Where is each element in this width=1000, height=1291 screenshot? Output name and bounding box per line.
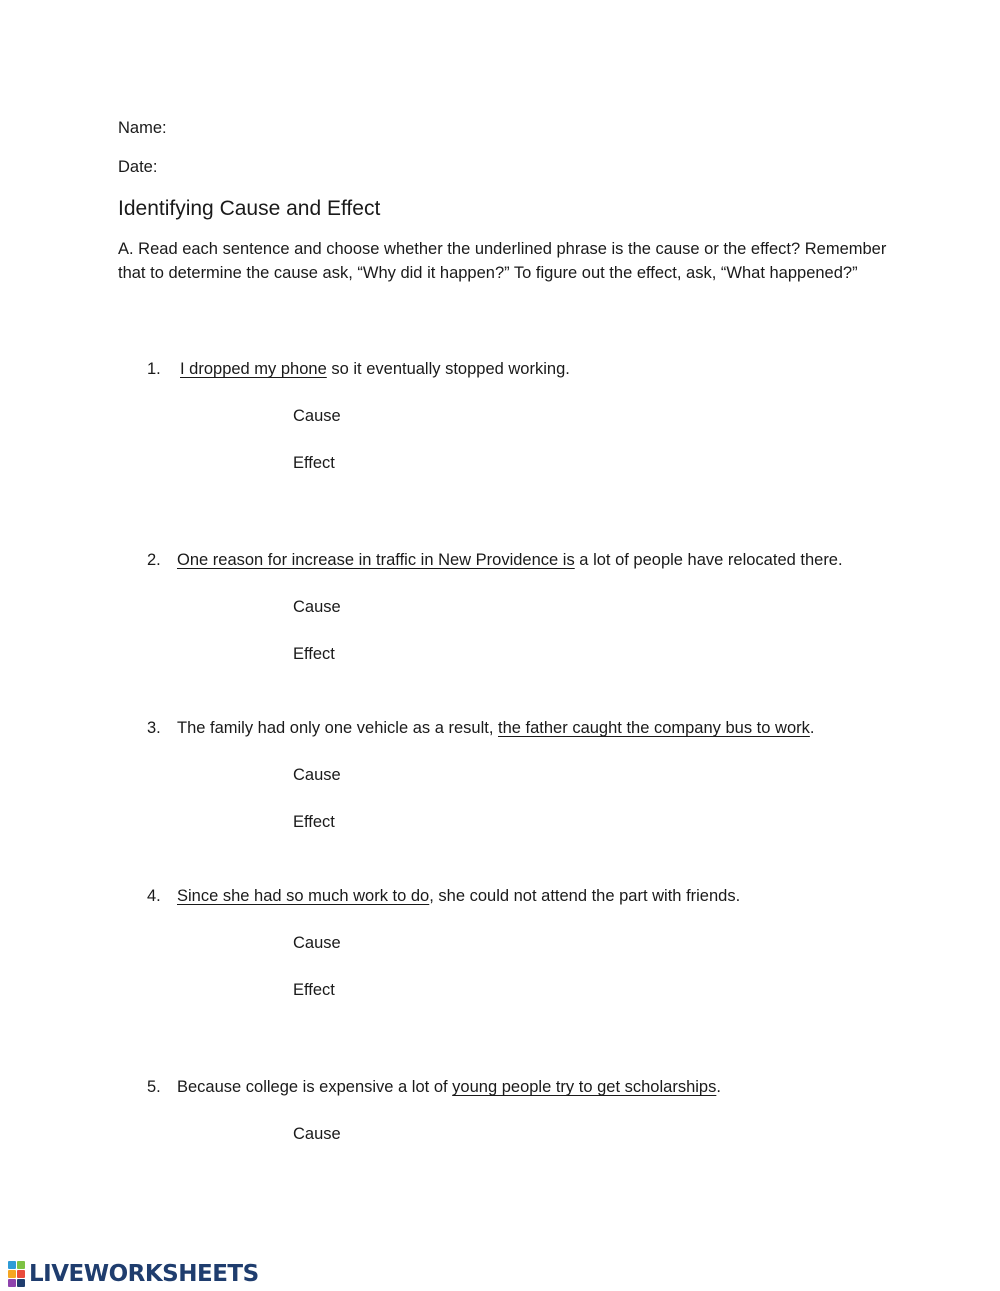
question-2-number: 2. — [147, 551, 161, 569]
worksheet-title: Identifying Cause and Effect — [118, 197, 381, 220]
logo-text: LIVEWORKSHEETS — [29, 1261, 259, 1287]
logo-cell-icon — [8, 1270, 16, 1278]
question-3 — [147, 719, 814, 738]
question-2-text-after: a lot of people have relocated there. — [574, 551, 843, 569]
logo-cell-icon — [8, 1261, 16, 1269]
question-5 — [147, 1078, 721, 1097]
question-5-underlined: young people try to get scholarships — [452, 1078, 717, 1096]
instructions: A. Read each sentence and choose whether the underlined phrase is the cause or the effect? Remember that to determine the cause ask, “Why did it happen?” To figure out the effect, ask, “What happened?” — [118, 240, 887, 282]
date-label: Date: — [118, 158, 158, 176]
question-3-text-before: The family had only one vehicle as a result, — [177, 719, 499, 737]
question-3-option-cause[interactable]: Cause — [293, 766, 341, 784]
question-4-option-cause[interactable]: Cause — [293, 934, 341, 952]
question-1-underlined: I dropped my phone — [180, 360, 327, 378]
question-2-option-cause[interactable]: Cause — [293, 598, 341, 616]
question-2-underlined: One reason for increase in traffic in New Providence is — [177, 551, 575, 569]
logo-cell-icon — [17, 1261, 25, 1269]
question-5-text-before: Because college is expensive a lot of — [177, 1078, 453, 1096]
question-2 — [147, 551, 843, 570]
question-1-number: 1. — [147, 360, 161, 378]
question-5-option-cause[interactable]: Cause — [293, 1125, 341, 1143]
question-4-number: 4. — [147, 887, 161, 905]
logo-cell-icon — [8, 1279, 16, 1287]
question-4-option-effect[interactable]: Effect — [293, 981, 335, 999]
question-1-option-cause[interactable]: Cause — [293, 407, 341, 425]
question-1-text-after: so it eventually stopped working. — [326, 360, 570, 378]
question-4 — [147, 887, 740, 906]
question-3-number: 3. — [147, 719, 161, 737]
logo-grid-icon — [8, 1261, 25, 1287]
question-4-underlined: Since she had so much work to do — [177, 887, 430, 905]
logo-cell-icon — [17, 1270, 25, 1278]
question-1-option-effect[interactable]: Effect — [293, 454, 335, 472]
question-3-text-after: . — [809, 719, 815, 737]
question-3-option-effect[interactable]: Effect — [293, 813, 335, 831]
question-3-underlined: the father caught the company bus to work — [498, 719, 810, 737]
logo-cell-icon — [17, 1279, 25, 1287]
question-5-text-after: . — [716, 1078, 721, 1096]
question-5-number: 5. — [147, 1078, 161, 1096]
name-label: Name: — [118, 119, 167, 137]
question-1 — [147, 360, 570, 379]
question-2-option-effect[interactable]: Effect — [293, 645, 335, 663]
liveworksheets-logo[interactable] — [8, 1260, 259, 1288]
question-4-text-after: , she could not attend the part with friends. — [429, 887, 741, 905]
